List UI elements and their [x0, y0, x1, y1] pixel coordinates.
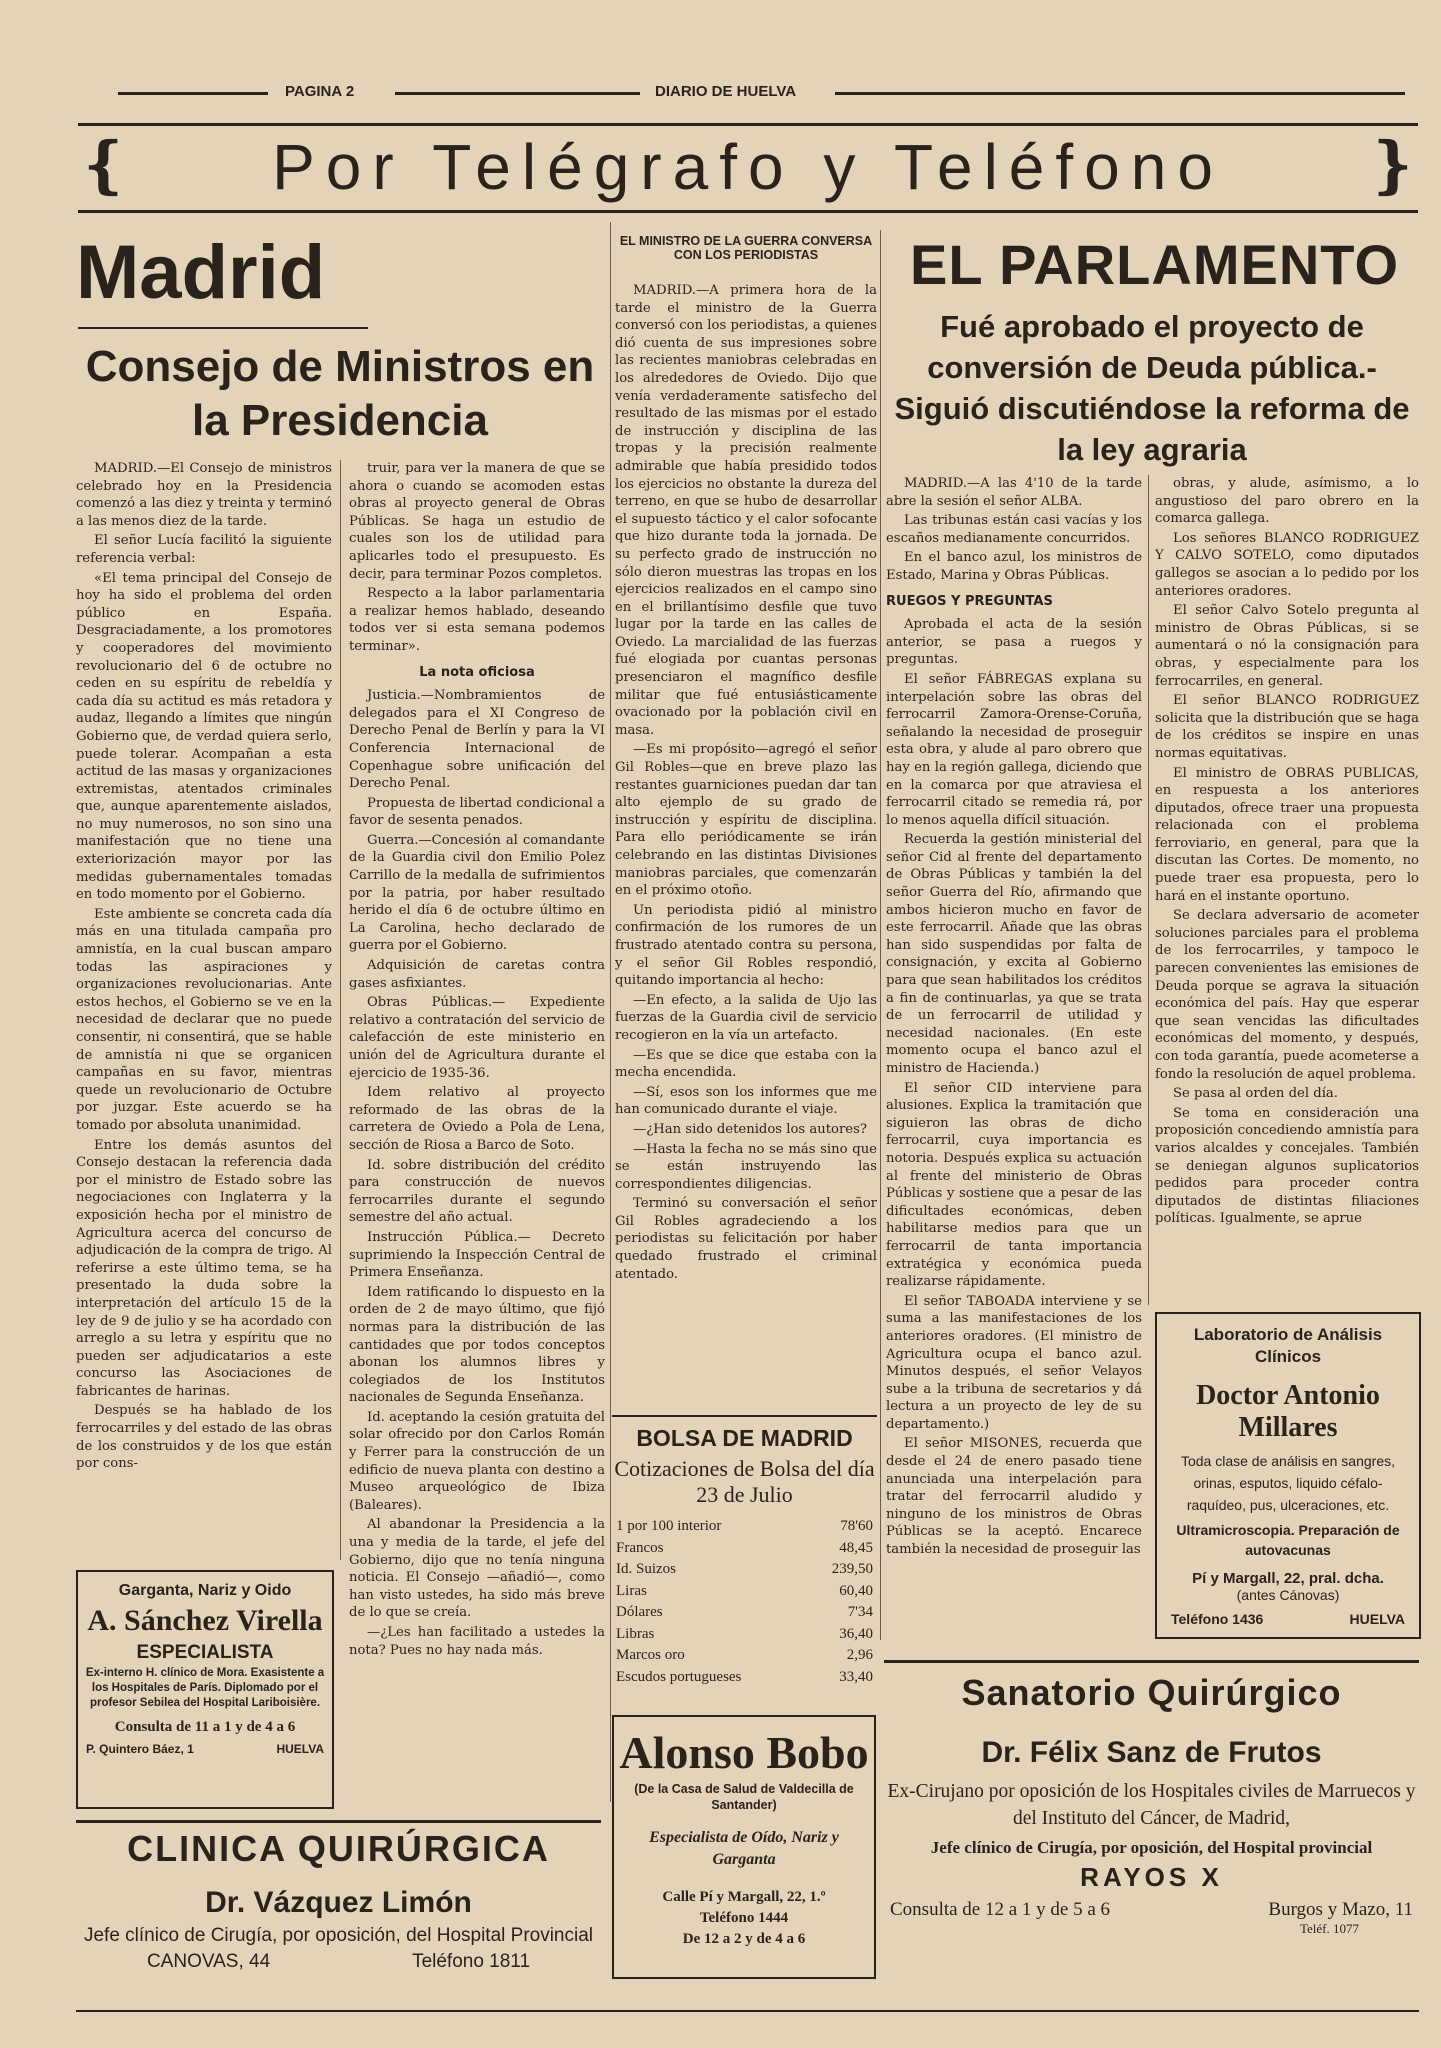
bolsa-row [616, 1516, 873, 1538]
paragraph: Guerra.—Concesión al comandante de la Guardia civil don Emilio Polez Carrillo de la medalla de sufrimientos por la patria, por haber resultado herido el día 6 de octubre último en La Carolina, hecho declarado de guerra por el Gobierno. [349, 832, 605, 954]
ad-laboratorio-desc: Toda clase de análisis en sangres, orinas, esputos, liquido céfalo-raquídeo, pus, ulceraciones, etc. [1180, 1453, 1396, 1513]
paragraph: —Hasta la fecha no se más sino que se están instruyendo las correspondientes diligencias. [615, 1141, 877, 1192]
bolsa-value: 2,96 [846, 1647, 873, 1663]
header-rule-right [835, 92, 1405, 95]
ad-laboratorio-ultra: Ultramicroscopia. Preparación de autovacunas [1176, 1522, 1400, 1558]
bolsa-value: 60,40 [839, 1582, 873, 1599]
ad-sanatorio-phone: Teléf. 1077 [1299, 1921, 1359, 1936]
paragraph: El señor FÁBREGAS explana su interpelación sobre las obras del ferrocarril Zamora-Orense-Coruña, señalando la necesidad de proseguir esta obra, y alude al paro obrero que hay en la región gallega, diciendo que en la comarca por que atraviesa el ferrocarril citado se remedia rá, por lo menos aquella difícil situación. [886, 671, 1142, 828]
ad-sanatorio-rayos: RAYOS X [1080, 1862, 1223, 1892]
ad-alonso-address: Calle Pí y Margall, 22, 1.º [662, 1889, 826, 1905]
bolsa-row [616, 1559, 873, 1581]
page-bottom-rule [76, 2010, 1419, 2012]
bolsa-table [612, 1516, 877, 1688]
paper-name: DIARIO DE HUELVA [655, 83, 797, 100]
bolsa-value: 48,45 [839, 1539, 873, 1556]
paragraph: —Es mi propósito—agregó el señor Gil Robles—que en breve plazo las restantes guarniciones puedan dar tan alto ejemplo de su grado de instrucción y espíritu de disciplina. Para ello periódicamente se irán celebrando en las distintas Divisiones maniobras parciales, que comenzarán en el próximo otoño. [615, 742, 877, 899]
ad-garganta-bio: Ex-interno H. clínico de Mora. Exasistente a los Hospitales de París. Diplomado por el profesor Sebilea del Hospital Lariboisière. [85, 1667, 325, 1709]
ad-alonso-name: Alonso Bobo [619, 1727, 869, 1778]
nota-oficiosa-title: La nota oficiosa [419, 664, 535, 680]
ad-garganta-title: Garganta, Nariz y Oido [118, 1582, 292, 1599]
paragraph: MADRID.—A primera hora de la tarde el ministro de la Guerra conversó con los periodistas, a quienes dió cuenta de sus impresiones sobre las recientes maniobras celebradas en los alrededores de Oviedo. Dijo que venía verdaderamente satisfecho del resultado de las mismas por el estado de instrucción y disciplina de las tropas y la precisión realmente admirable que había presidido todos los ejercicios no obstante la dureza del terreno, en que se hubo de desarrollar el supuesto táctico y el calor sofocante que hizo durante toda la jornada. De su perfecto grado de instrucción no sólo dieron muestras las tropas en los ejercicios realizados en el campo sino en el brillantísimo desfile que tuvo lugar por la tarde en las calles de Oviedo. La marcialidad de las fuerzas fué elogiada por cuantas personas presenciaron el magnífico desfile militar que fué entusiásticamente ovacionado por la población civil en masa. [615, 283, 877, 738]
bolsa-value: 239,50 [831, 1561, 873, 1577]
paragraph: Al abandonar la Presidencia a la una y media de la tarde, el jefe del Gobierno, dijo que no tenía ninguna noticia. El Consejo —añadió—, como han visto ustedes, ha sido más breve de lo que se creía. [349, 1517, 605, 1621]
bolsa-title: BOLSA DE MADRID [636, 1425, 853, 1451]
bolsa-value: 7'34 [847, 1604, 873, 1620]
bolsa-label: Escudos portugueses [616, 1668, 742, 1685]
paragraph: Un periodista pidió al ministro confirmación de los rumores de un frustrado atentado contra su persona, y el señor Gil Robles respondió, quitando importancia al hecho: [615, 902, 877, 989]
brace-right-icon: ❵ [1366, 128, 1418, 201]
parlamento-headline: Fué aprobado el proyecto de conversión de Deuda pública.-Siguió discutiéndose la reforma de la ley agraria [894, 309, 1410, 467]
paragraph: truir, para ver la manera de que se ahora o cuando se acomoden estas obras al proyecto general de Obras Públicas. Se haga un estudio de cuales son los de utilidad para aplicarles todo el presupuesto. Es decir, para terminar Pozos completos. [349, 461, 605, 582]
bolsa-label: Id. Suizos [616, 1561, 676, 1577]
paragraph: —¿Han sido detenidos los autores? [633, 1121, 867, 1137]
ad-clinica-title: CLINICA QUIRÚRGICA [127, 1828, 550, 1869]
ruegos-title: RUEGOS Y PREGUNTAS [886, 593, 1053, 609]
ad-laboratorio [1155, 1312, 1421, 1639]
parlamento-column-2 [1155, 475, 1419, 1305]
column-divider [880, 230, 881, 1640]
paragraph: «El tema principal del Consejo de hoy ha sido el problema del orden público en España. Desgraciadamente, a los promotores y cooperadores del movimiento revolucionario del 6 de octubre no ceden en su espíritu de rebeldía y cada día su actitud es más retadora y audaz, llegando a límites que ningún Gobierno que, de verdad quiera serlo, puede tolerar. Acompañan a esta actitud de las masas y organizaciones extremistas, atentados criminales que, aunque aparentemente aislados, no muy numerosos, no son sino una manifestación que no tiene una exteriorización mayor por las medidas gubernamentales tomadas en todo momento por el Gobierno. [76, 570, 332, 903]
ad-sanatorio-doctor: Dr. Félix Sanz de Frutos [981, 1736, 1322, 1769]
paragraph: Los señores BLANCO RODRIGUEZ Y CALVO SOTELO, como diputados gallegos se asocian a lo pedido por los anteriores oradores. [1155, 530, 1419, 599]
madrid-rule [78, 327, 368, 329]
banner-title: Por Telégrafo y Teléfono [272, 131, 1224, 203]
paragraph: Entre los demás asuntos del Consejo destacan la referencia dada por el ministro de Estado sobre las negociaciones con Inglaterra y la exposición hecha por el ministro de Agricultura acerca del concurso de adjudicación de la compra de trigo. Al referirse a este último tema, se ha presentado la duda sobre la interpretación del artículo 15 de la ley de 9 de julio y se ha acordado con arreglo a su letra y espíritu que no pueden ser adjudicatarios a este concurso las Asociaciones de fabricantes de harinas. [76, 1137, 332, 1399]
bolsa-section [612, 1425, 877, 1688]
ad-sanatorio [884, 1672, 1419, 1972]
bolsa-label: 1 por 100 interior [616, 1518, 722, 1534]
bolsa-label: Marcos oro [616, 1647, 685, 1663]
ad-sanatorio-jefe: Jefe clínico de Cirugía, por oposición, del Hospital provincial [930, 1838, 1373, 1857]
ad-clinica-bio: Jefe clínico de Cirugía, por oposición, del Hospital Provincial [83, 1925, 594, 1946]
paragraph: Obras Públicas.— Expediente relativo a contratación del servicio de calefacción de este ministerio en unión del de Agricultura durante el ejercicio de 1935-36. [349, 995, 605, 1081]
ad-garganta-address: P. Quintero Báez, 1 [86, 1742, 194, 1756]
madrid-column-1 [76, 460, 332, 1560]
ad-laboratorio-phone: Teléfono 1436 [1171, 1611, 1264, 1627]
ad-alonso-specialty: Especialista de Oído, Nariz y Garganta [649, 1829, 839, 1868]
ad-alonso-hours: De 12 a 2 y de 4 a 6 [682, 1931, 806, 1947]
paragraph: Se declara adversario de acometer soluciones parciales para el problema de los ferrocarriles, y tampoco le parecen convenientes las emisiones de Deuda porque se agrava la situación económica del país. Hay que esperar que sean vencidas las dificultades económicas del momento, y después, con toda garantía, puede acometerse a fondo la resolución de aquel problema. [1155, 908, 1419, 1082]
sanatorio-top-rule [884, 1660, 1419, 1663]
parlamento-column-1 [886, 475, 1142, 1645]
clinica-top-rule [76, 1820, 601, 1823]
bolsa-value: 33,40 [839, 1668, 873, 1685]
paragraph: obras, y alude, asímismo, a lo angustioso del paro obrero en la comarca gallega. [1155, 476, 1419, 527]
bolsa-row [616, 1624, 873, 1646]
header-rule-left [118, 92, 268, 95]
column-divider [610, 222, 611, 1802]
paragraph: —Es que se dice que estaba con la mecha encendida. [615, 1047, 877, 1081]
ad-sanatorio-bio: Ex-Cirujano por oposición de los Hospitales civiles de Marruecos y del Instituto del Cáncer, de Madrid, [887, 1781, 1416, 1829]
ad-garganta-doctor: A. Sánchez Virella [87, 1604, 323, 1637]
paragraph: En el banco azul, los ministros de Estado, Marina y Obras Públicas. [886, 550, 1142, 583]
paragraph: El señor Lucía facilitó la siguiente referencia verbal: [76, 533, 332, 566]
bolsa-row [616, 1602, 873, 1624]
paragraph: —¿Les han facilitado a ustedes la nota? Pues no hay nada más. [349, 1625, 605, 1658]
paragraph: El señor MISONES, recuerda que desde el 24 de enero pasado tiene anunciada una interpelación para tratar del ferrocarril aludido y ninguno de los ministros de Obras Públicas se la aceptó. Encarece también la necesidad de proseguir las [886, 1436, 1142, 1558]
ad-laboratorio-former: (antes Cánovas) [1236, 1587, 1340, 1603]
paragraph: Terminó su conversación el señor Gil Robles agradeciendo a los periodistas su felicitación por haber quedado frustrado el criminal atentado. [615, 1196, 877, 1282]
paragraph: Justicia.—Nombramientos de delegados para el XI Congreso de Derecho Penal de Berlín y para la VI Conferencia Internacional de Copenhague sobre unificación del Derecho Penal. [349, 688, 605, 792]
paragraph: Respecto a la labor parlamentaria a realizar hemos hablado, deseando todos ver si esta semana podemos terminar». [349, 586, 605, 654]
guerra-headline: EL MINISTRO DE LA GUERRA CONVERSA CON LOS PERIODISTAS [619, 234, 873, 262]
ad-alonso-origin: (De la Casa de Salud de Valdecilla de Santander) [634, 1782, 854, 1812]
paragraph: El señor CID interviene para alusiones. Explica la tramitación que siguieron las obras de dicho ferrocarril, cuya importancia es notoria. Después explica su actuación al frente del ministerio de Obras Públicas y sostiene que a pesar de las dificultades económicas, deben habilitarse medios para que un ferrocarril de tanta importancia extratégica y económica pueda realizarse rápidamente. [886, 1080, 1142, 1290]
ad-alonso [612, 1715, 876, 1979]
paragraph: Idem ratificando lo dispuesto en la orden de 2 de mayo último, que fijó normas para la distribución de las cantidades que por todos conceptos abonan los alumnos libres y colegiados de los Institutos nacionales de Segunda Enseñanza. [349, 1284, 605, 1406]
ad-laboratorio-doctor: Doctor Antonio Millares [1196, 1380, 1380, 1443]
paragraph: Después se ha hablado de los ferrocarriles y del estado de las obras de los construidos y de los que están por cons- [76, 1403, 332, 1472]
section-madrid-title: Madrid [76, 230, 326, 315]
ad-clinica [76, 1828, 601, 2038]
paragraph: Id. aceptando la cesión gratuita del solar ofrecido por don Carlos Román y Ferrer para la construcción de un edificio de nueva planta con destino a Museo arqueológico de Ibiza (Baleares). [349, 1409, 605, 1513]
paragraph: El ministro de OBRAS PUBLICAS, en respuesta a los anteriores diputados, ofrece traer una propuesta relacionada con el problema ferroviario, en general, para que la discutan las Cortes. De momento, no puede traer esa propuesta, pero lo hará en el instante oportuno. [1155, 765, 1419, 904]
paragraph: Aprobada el acta de la sesión anterior, se pasa a ruegos y preguntas. [886, 617, 1142, 668]
paragraph: Recuerda la gestión ministerial del señor Cid al frente del departamento de Obras Públicas y también la del señor Guerra del Río, afirmando que ambos hicieron mucho en favor de este ferrocarril. Añade que las obras han sido suspendidas por falta de consignación, y excita al Gobierno para que sean habilitados los créditos a fin de continuarlas, ya que se trata de un ferrocarril de utilidad y necesidad nacionales. (En este momento ocupa el banco azul el ministro de Hacienda.) [886, 832, 1142, 1076]
bolsa-rule [612, 1415, 877, 1417]
ad-clinica-doctor: Dr. Vázquez Limón [205, 1886, 472, 1919]
bolsa-value: 78'60 [840, 1518, 873, 1534]
ad-alonso-phone: Teléfono 1444 [699, 1910, 789, 1926]
paragraph: MADRID.—A las 4'10 de la tarde abre la sesión el señor ALBA. [886, 476, 1142, 509]
ad-garganta-role: ESPECIALISTA [136, 1642, 274, 1663]
paragraph: El señor BLANCO RODRIGUEZ solicita que la distribución que se haga de los créditos se inspire en unas normas equitativas. [1155, 693, 1419, 761]
paragraph: —Sí, esos son los informes que me han comunicado durante el viaje. [615, 1084, 877, 1118]
bolsa-row [616, 1667, 873, 1689]
paragraph: Idem relativo al proyecto reformado de las obras de la carretera de Oviedo a Pola de Lena, sección de Riosa a Barco de Soto. [349, 1085, 605, 1153]
paragraph: Se pasa al orden del día. [1173, 1086, 1338, 1102]
paragraph: Propuesta de libertad condicional a favor de sesenta penados. [349, 795, 605, 829]
ad-garganta-city: HUELVA [276, 1742, 324, 1756]
ad-garganta [76, 1570, 334, 1809]
ad-laboratorio-city: HUELVA [1349, 1611, 1405, 1627]
madrid-column-2 [349, 460, 605, 1800]
paragraph: Este ambiente se concreta cada día más en una titulada campaña pro amnistía, en la cual buscan amparo todas las aspiraciones y organizaciones revolucionarias. Ante estos hechos, el Gobierno se ve en la necesidad de declarar que no puede consentir, ni consentirá, que se hable de amnistía ni que se organicen campañas en su favor, mientras quede un revolucionario de Octubre por juzgar. Este acuerdo se ha tomado por absoluta unanimidad. [76, 906, 332, 1133]
paragraph: Las tribunas están casi vacías y los escaños medianamente concurridos. [886, 513, 1142, 546]
ad-sanatorio-hours: Consulta de 12 a 1 y de 5 a 6 [890, 1899, 1111, 1920]
bolsa-label: Libras [616, 1625, 655, 1642]
bolsa-label: Francos [616, 1539, 664, 1556]
header-rule-mid [395, 92, 640, 95]
paragraph: —En efecto, a la salida de Ujo las fuerzas de la Guardia civil de servicio recogieron en la vía un artefacto. [615, 992, 877, 1043]
bolsa-label: Dólares [616, 1604, 663, 1620]
brace-left-icon: ❴ [78, 128, 130, 201]
column-divider [340, 460, 341, 1560]
paragraph: MADRID.—El Consejo de ministros celebrado hoy en la Presidencia comenzó a las diez y treinta y terminó a las menos diez de la tarde. [76, 461, 332, 529]
paragraph: El señor TABOADA interviene y se suma a las manifestaciones de los anteriores oradores. (El ministro de Agricultura ocupa el banco azul. Minutos después, el señor Velayos sube a la tribuna de secretarios y dá lectura a un proyecto de ley de su departamento.) [886, 1293, 1142, 1432]
bolsa-row [616, 1645, 873, 1667]
paragraph: Instrucción Pública.— Decreto suprimiendo la Inspección Central de Primera Enseñanza. [349, 1229, 605, 1281]
paragraph: Adquisición de caretas contra gases asfixiantes. [349, 958, 605, 991]
banner [78, 126, 1418, 208]
page-number: PAGINA 2 [285, 83, 355, 100]
ad-garganta-hours: Consulta de 11 a 1 y de 4 a 6 [114, 1719, 296, 1735]
ad-laboratorio-address: Pí y Margall, 22, pral. dcha. [1192, 1570, 1384, 1587]
parlamento-title: EL PARLAMENTO [909, 233, 1400, 296]
ad-laboratorio-title: Laboratorio de Análisis Clínicos [1193, 1325, 1383, 1366]
paragraph: Id. sobre distribución del crédito para construcción de nuevos ferrocarriles durante el segundo semestre del año actual. [349, 1157, 605, 1226]
ad-sanatorio-title: Sanatorio Quirúrgico [961, 1672, 1342, 1713]
ad-clinica-phone: Teléfono 1811 [412, 1951, 531, 1972]
paragraph: El señor Calvo Sotelo pregunta al ministro de Obras Públicas, si se aumentará o nó la consignación para obras, y especialmente para los ferrocarriles, en general. [1155, 603, 1419, 689]
bolsa-row [616, 1538, 873, 1560]
bolsa-subtitle: Cotizaciones de Bolsa del día 23 de Julio [614, 1456, 875, 1507]
paragraph: Se toma en consideración una proposición concediendo amnistía para varios alcaldes y concejales. También se deniegan algunos suplicatorios pedidos para proceder contra diputados de distintas filiaciones políticas. Igualmente, se aprue [1155, 1105, 1419, 1227]
column-divider [1148, 475, 1149, 1305]
bolsa-label: Liras [616, 1582, 647, 1599]
ad-clinica-address: CANOVAS, 44 [146, 1951, 271, 1972]
guerra-article [615, 282, 877, 1395]
ad-sanatorio-address: Burgos y Mazo, 11 [1268, 1899, 1413, 1920]
madrid-headline: Consejo de Ministros en la Presidencia [85, 342, 595, 445]
banner-bottom-rule [78, 210, 1418, 213]
bolsa-row [616, 1581, 873, 1603]
bolsa-value: 36,40 [839, 1625, 873, 1642]
